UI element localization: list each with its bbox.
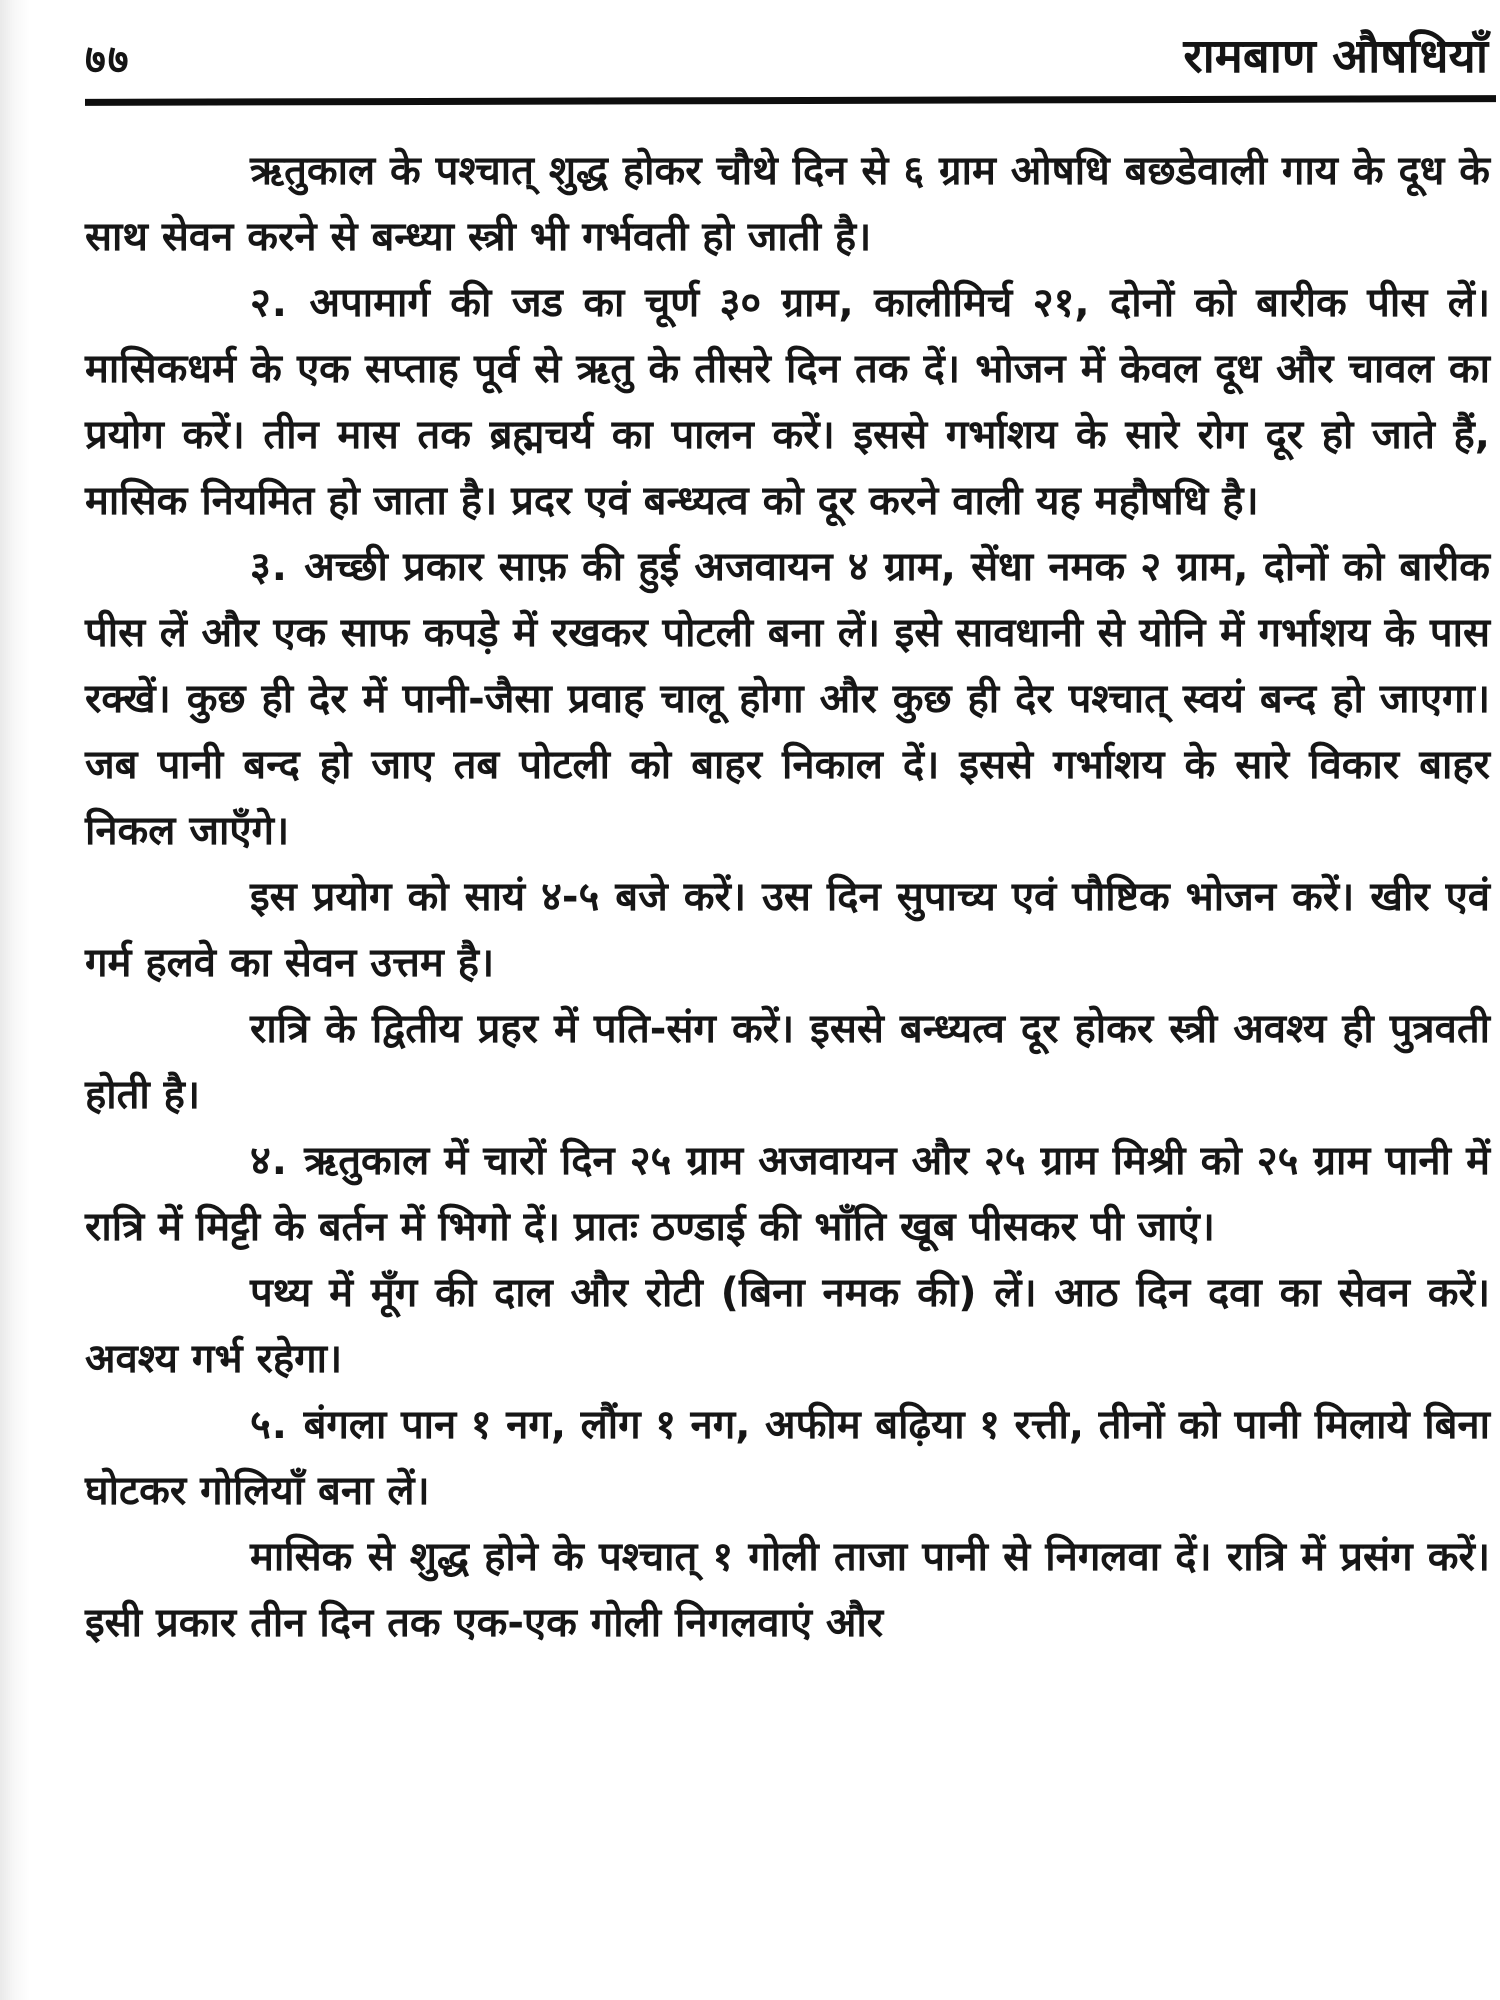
paragraph-text: पथ्य में मूँग की दाल और रोटी (बिना नमक की) लें। आठ दिन दवा का सेवन करें। अवश्य गर्भ रहेगा। [85, 1270, 1490, 1383]
page-number: ७७ [85, 37, 131, 84]
paragraph [85, 1128, 1490, 1260]
paragraph-number: ५. [250, 1402, 304, 1449]
paragraph-number: ३. [250, 544, 305, 591]
paragraph-text: अच्छी प्रकार साफ़ की हुई अजवायन ४ ग्राम, सेंधा नमक २ ग्राम, दोनों को बारीक पीस लें और एक साफ कपड़े में रखकर पोटली बना लें। इसे सावधानी से योनि में गर्भाशय के पास रक्खें। कुछ ही देर में पानी-जैसा प्रवाह चालू होगा और कुछ ही देर पश्चात् स्वयं बन्द हो जाएगा। जब पानी बन्द हो जाए तब पोटली को बाहर निकाल दें। इससे गर्भाशय के सारे विकार बाहर निकल जाएँगे। [85, 544, 1491, 855]
paragraph-text: ऋतुकाल के पश्चात् शुद्ध होकर चौथे दिन से ६ ग्राम ओषधि बछडेवाली गाय के दूध के साथ सेवन करने से बन्ध्या स्त्री भी गर्भवती हो जाती है। [85, 148, 1490, 261]
paragraph [85, 1260, 1490, 1392]
paragraph [85, 864, 1490, 996]
page-header [0, 0, 1500, 84]
body-text [0, 138, 1500, 1656]
paragraph [85, 138, 1490, 270]
paragraph [85, 996, 1490, 1128]
paragraph-text: अपामार्ग की जड का चूर्ण ३० ग्राम, कालीमिर्च २१, दोनों को बारीक पीस लें। मासिकधर्म के एक सप्ताह पूर्व से ऋतु के तीसरे दिन तक दें। भोजन में केवल दूध और चावल का प्रयोग करें। तीन मास तक ब्रह्मचर्य का पालन करें। इससे गर्भाशय के सारे रोग दूर हो जाते हैं, मासिक नियमित हो जाता है। प्रदर एवं बन्ध्यत्व को दूर करने वाली यह महौषधि है। [85, 280, 1490, 525]
page-title: रामबाण औषधियाँ [1183, 29, 1488, 84]
paragraph-text: बंगला पान १ नग, लौंग १ नग, अफीम बढ़िया १ रत्ती, तीनों को पानी मिलाये बिना घोटकर गोलियाँ बना लें। [85, 1402, 1490, 1515]
paragraph-text: मासिक से शुद्ध होने के पश्चात् १ गोली ताजा पानी से निगलवा दें। रात्रि में प्रसंग करें। इसी प्रकार तीन दिन तक एक-एक गोली निगलवाएं और [85, 1534, 1490, 1647]
paragraph [85, 1392, 1490, 1524]
header-rule [85, 95, 1496, 106]
paragraph [85, 534, 1490, 864]
paragraph-text: रात्रि के द्वितीय प्रहर में पति-संग करें। इससे बन्ध्यत्व दूर होकर स्त्री अवश्य ही पुत्रवती होती है। [85, 1006, 1490, 1119]
paragraph-text: इस प्रयोग को सायं ४-५ बजे करें। उस दिन सुपाच्य एवं पौष्टिक भोजन करें। खीर एवं गर्म हलवे का सेवन उत्तम है। [85, 874, 1490, 987]
paragraph-number: २. [250, 280, 310, 327]
paragraph-text: ऋतुकाल में चारों दिन २५ ग्राम अजवायन और २५ ग्राम मिश्री को २५ ग्राम पानी में रात्रि में मिट्टी के बर्तन में भिगो दें। प्रातः ठण्डाई की भाँति खूब पीसकर पी जाएं। [85, 1138, 1490, 1251]
paragraph [85, 1524, 1490, 1656]
paragraph-number: ४. [250, 1138, 305, 1185]
paragraph [85, 270, 1490, 534]
